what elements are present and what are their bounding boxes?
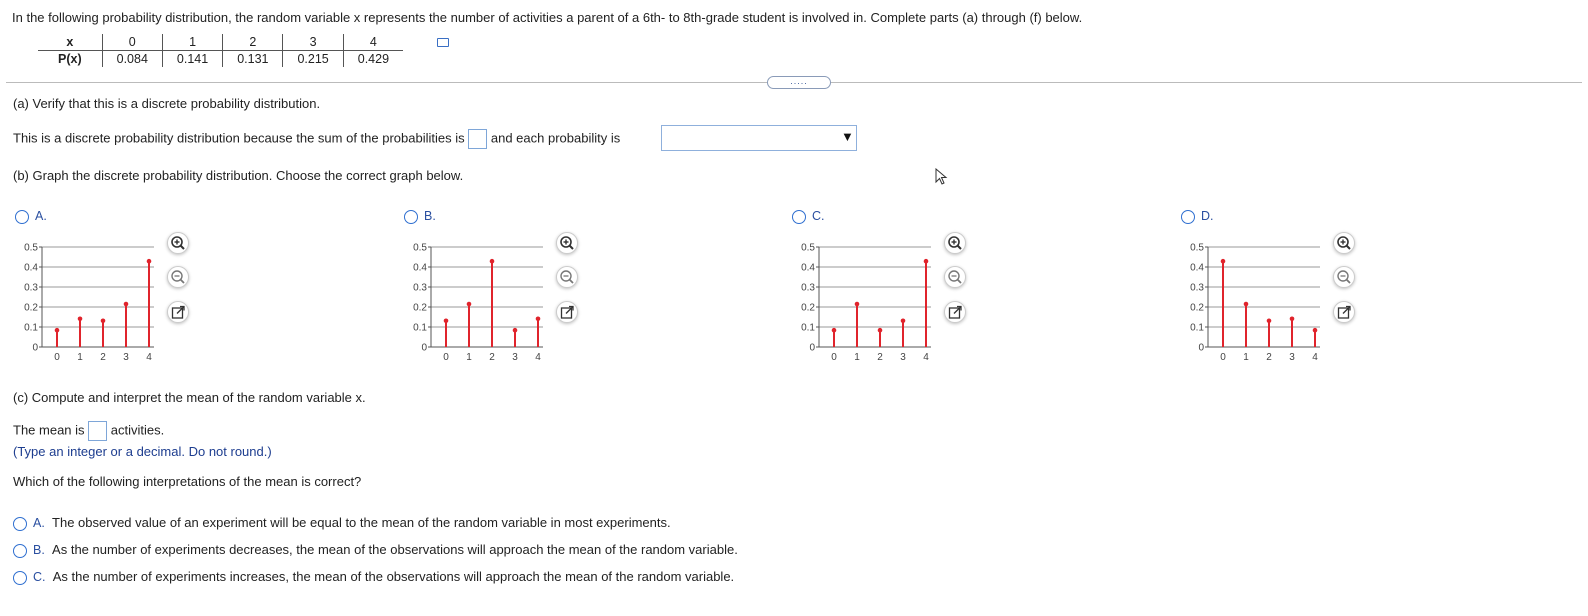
p-row <box>38 51 403 68</box>
zoom-in-icon[interactable] <box>1333 232 1355 254</box>
y-tick-label: 0 <box>32 342 38 354</box>
probability-point <box>55 328 60 333</box>
radio-button[interactable] <box>13 571 27 585</box>
x-header: x <box>38 34 102 51</box>
x-tick-label: 4 <box>1312 352 1318 363</box>
open-new-window-icon[interactable] <box>944 301 966 323</box>
part-a-heading: (a) Verify that this is a discrete probability distribution. <box>13 96 321 111</box>
radio-button[interactable] <box>404 210 418 224</box>
y-tick-label: 0.1 <box>24 322 38 334</box>
radio-button[interactable] <box>1181 210 1195 224</box>
x-tick-label: 4 <box>146 352 152 363</box>
y-tick-label: 0 <box>421 342 427 354</box>
x-value: 1 <box>162 34 222 51</box>
probability-point <box>901 319 906 324</box>
open-new-window-icon[interactable] <box>556 301 578 323</box>
y-tick-label: 0.4 <box>801 262 815 274</box>
x-tick-label: 4 <box>535 352 541 363</box>
probability-point <box>1313 328 1318 333</box>
part-c-heading: (c) Compute and interpret the mean of the random variable x. <box>13 390 366 405</box>
x-tick-label: 2 <box>1266 352 1272 363</box>
probability-graph <box>8 234 158 364</box>
p-value: 0.141 <box>162 51 222 68</box>
x-tick-label: 3 <box>1289 352 1295 363</box>
input-hint: (Type an integer or a decimal. Do not round.) <box>13 444 272 459</box>
probability-point <box>1221 259 1226 264</box>
y-tick-label: 0.4 <box>1190 262 1204 274</box>
y-tick-label: 0 <box>1198 342 1204 354</box>
zoom-out-icon[interactable] <box>556 266 578 288</box>
x-tick-label: 2 <box>100 352 106 363</box>
p-value: 0.131 <box>223 51 283 68</box>
y-tick-label: 0.5 <box>801 242 815 254</box>
sum-answer-input[interactable] <box>468 129 487 149</box>
y-tick-label: 0 <box>809 342 815 354</box>
interpretation-choice-b[interactable] <box>13 542 738 558</box>
p-value: 0.084 <box>102 51 162 68</box>
y-tick-label: 0.3 <box>413 282 427 294</box>
x-tick-label: 2 <box>489 352 495 363</box>
y-tick-label: 0.2 <box>801 302 815 314</box>
interpretation-choice-a[interactable] <box>13 515 671 531</box>
option-label: B. <box>424 209 436 223</box>
graph-option-d[interactable] <box>1181 208 1214 224</box>
probability-point <box>924 259 929 264</box>
question-intro: In the following probability distribution, the random variable x represents the number of activities a parent of a 6th- to 8th-grade student is involved in. Complete parts (a) through (f) below. <box>12 10 1083 25</box>
zoom-out-icon[interactable] <box>1333 266 1355 288</box>
probability-point <box>513 328 518 333</box>
probability-point <box>536 317 541 322</box>
open-new-window-icon[interactable] <box>167 301 189 323</box>
y-tick-label: 0.1 <box>1190 322 1204 334</box>
zoom-out-icon[interactable] <box>944 266 966 288</box>
y-tick-label: 0.2 <box>413 302 427 314</box>
y-tick-label: 0.5 <box>24 242 38 254</box>
option-label: D. <box>1201 209 1214 223</box>
probability-point <box>490 259 495 264</box>
x-tick-label: 1 <box>466 352 472 363</box>
probability-point <box>101 319 106 324</box>
probability-point <box>1267 319 1272 324</box>
probability-point <box>147 259 152 264</box>
x-value: 4 <box>343 34 403 51</box>
probability-graph <box>785 234 935 364</box>
part-a-sentence-2: and each probability is <box>490 130 621 146</box>
y-tick-label: 0.3 <box>24 282 38 294</box>
y-tick-label: 0.3 <box>801 282 815 294</box>
x-tick-label: 0 <box>1220 352 1226 363</box>
mouse-cursor-icon <box>935 168 949 186</box>
part-a-answer-row <box>13 129 620 149</box>
y-tick-label: 0.4 <box>413 262 427 274</box>
x-tick-label: 0 <box>831 352 837 363</box>
y-tick-label: 0.4 <box>24 262 38 274</box>
probability-point <box>832 328 837 333</box>
distribution-table <box>38 34 403 67</box>
x-tick-label: 1 <box>1243 352 1249 363</box>
radio-button[interactable] <box>13 517 27 531</box>
choice-text: As the number of experiments increases, the mean of the observations will approach the mean of the random variable. <box>52 569 735 584</box>
choice-label: A. <box>33 516 45 530</box>
expand-handle[interactable]: ..... <box>767 76 831 89</box>
choice-text: As the number of experiments decreases, the mean of the observations will approach the mean of the random variable. <box>52 542 738 557</box>
p-header: P(x) <box>58 52 82 66</box>
interpretation-choice-c[interactable] <box>13 569 734 585</box>
zoom-in-icon[interactable] <box>944 232 966 254</box>
probability-point <box>878 328 883 333</box>
mean-prefix: The mean is <box>13 422 85 438</box>
dropdown-arrow-icon[interactable]: ▼ <box>841 129 854 144</box>
probability-point <box>124 302 129 307</box>
zoom-out-icon[interactable] <box>167 266 189 288</box>
x-value: 0 <box>102 34 162 51</box>
interpretation-question: Which of the following interpretations of the mean is correct? <box>13 474 362 489</box>
y-tick-label: 0.1 <box>801 322 815 334</box>
p-value: 0.429 <box>343 51 403 68</box>
graph-option-b[interactable] <box>404 208 436 224</box>
option-label: C. <box>812 209 825 223</box>
copy-table-icon[interactable] <box>437 38 449 47</box>
probability-point <box>1244 302 1249 307</box>
y-tick-label: 0.1 <box>413 322 427 334</box>
x-tick-label: 3 <box>512 352 518 363</box>
mean-answer-row <box>13 421 164 441</box>
y-tick-label: 0.2 <box>24 302 38 314</box>
part-b-heading: (b) Graph the discrete probability distribution. Choose the correct graph below. <box>13 168 464 183</box>
choice-label: C. <box>33 570 46 584</box>
radio-button[interactable] <box>13 544 27 558</box>
x-tick-label: 4 <box>923 352 929 363</box>
part-a-sentence-1: This is a discrete probability distribution because the sum of the probabilities is <box>13 130 465 146</box>
x-tick-label: 3 <box>900 352 906 363</box>
probability-point <box>78 317 83 322</box>
zoom-in-icon[interactable] <box>167 232 189 254</box>
mean-suffix: activities. <box>110 422 165 438</box>
open-new-window-icon[interactable] <box>1333 301 1355 323</box>
mean-answer-input[interactable] <box>88 421 107 441</box>
choice-label: B. <box>33 543 45 557</box>
probability-point <box>444 319 449 324</box>
probability-point <box>1290 317 1295 322</box>
y-tick-label: 0.5 <box>1190 242 1204 254</box>
radio-button[interactable] <box>792 210 806 224</box>
probability-graph <box>1174 234 1324 364</box>
x-tick-label: 3 <box>123 352 129 363</box>
x-tick-label: 1 <box>77 352 83 363</box>
x-value: 3 <box>283 34 343 51</box>
graph-option-c[interactable] <box>792 208 825 224</box>
x-row <box>38 34 403 51</box>
x-tick-label: 0 <box>54 352 60 363</box>
probability-graph <box>397 234 547 364</box>
probability-point <box>467 302 472 307</box>
x-tick-label: 0 <box>443 352 449 363</box>
radio-button[interactable] <box>15 210 29 224</box>
option-label: A. <box>35 209 47 223</box>
graph-option-a[interactable] <box>15 208 47 224</box>
probability-dropdown[interactable] <box>661 125 857 151</box>
zoom-in-icon[interactable] <box>556 232 578 254</box>
x-value: 2 <box>223 34 283 51</box>
x-tick-label: 2 <box>877 352 883 363</box>
choice-text: The observed value of an experiment will be equal to the mean of the random variable in most experiments. <box>52 515 671 530</box>
y-tick-label: 0.5 <box>413 242 427 254</box>
x-tick-label: 1 <box>854 352 860 363</box>
y-tick-label: 0.2 <box>1190 302 1204 314</box>
probability-point <box>855 302 860 307</box>
p-value: 0.215 <box>283 51 343 68</box>
y-tick-label: 0.3 <box>1190 282 1204 294</box>
